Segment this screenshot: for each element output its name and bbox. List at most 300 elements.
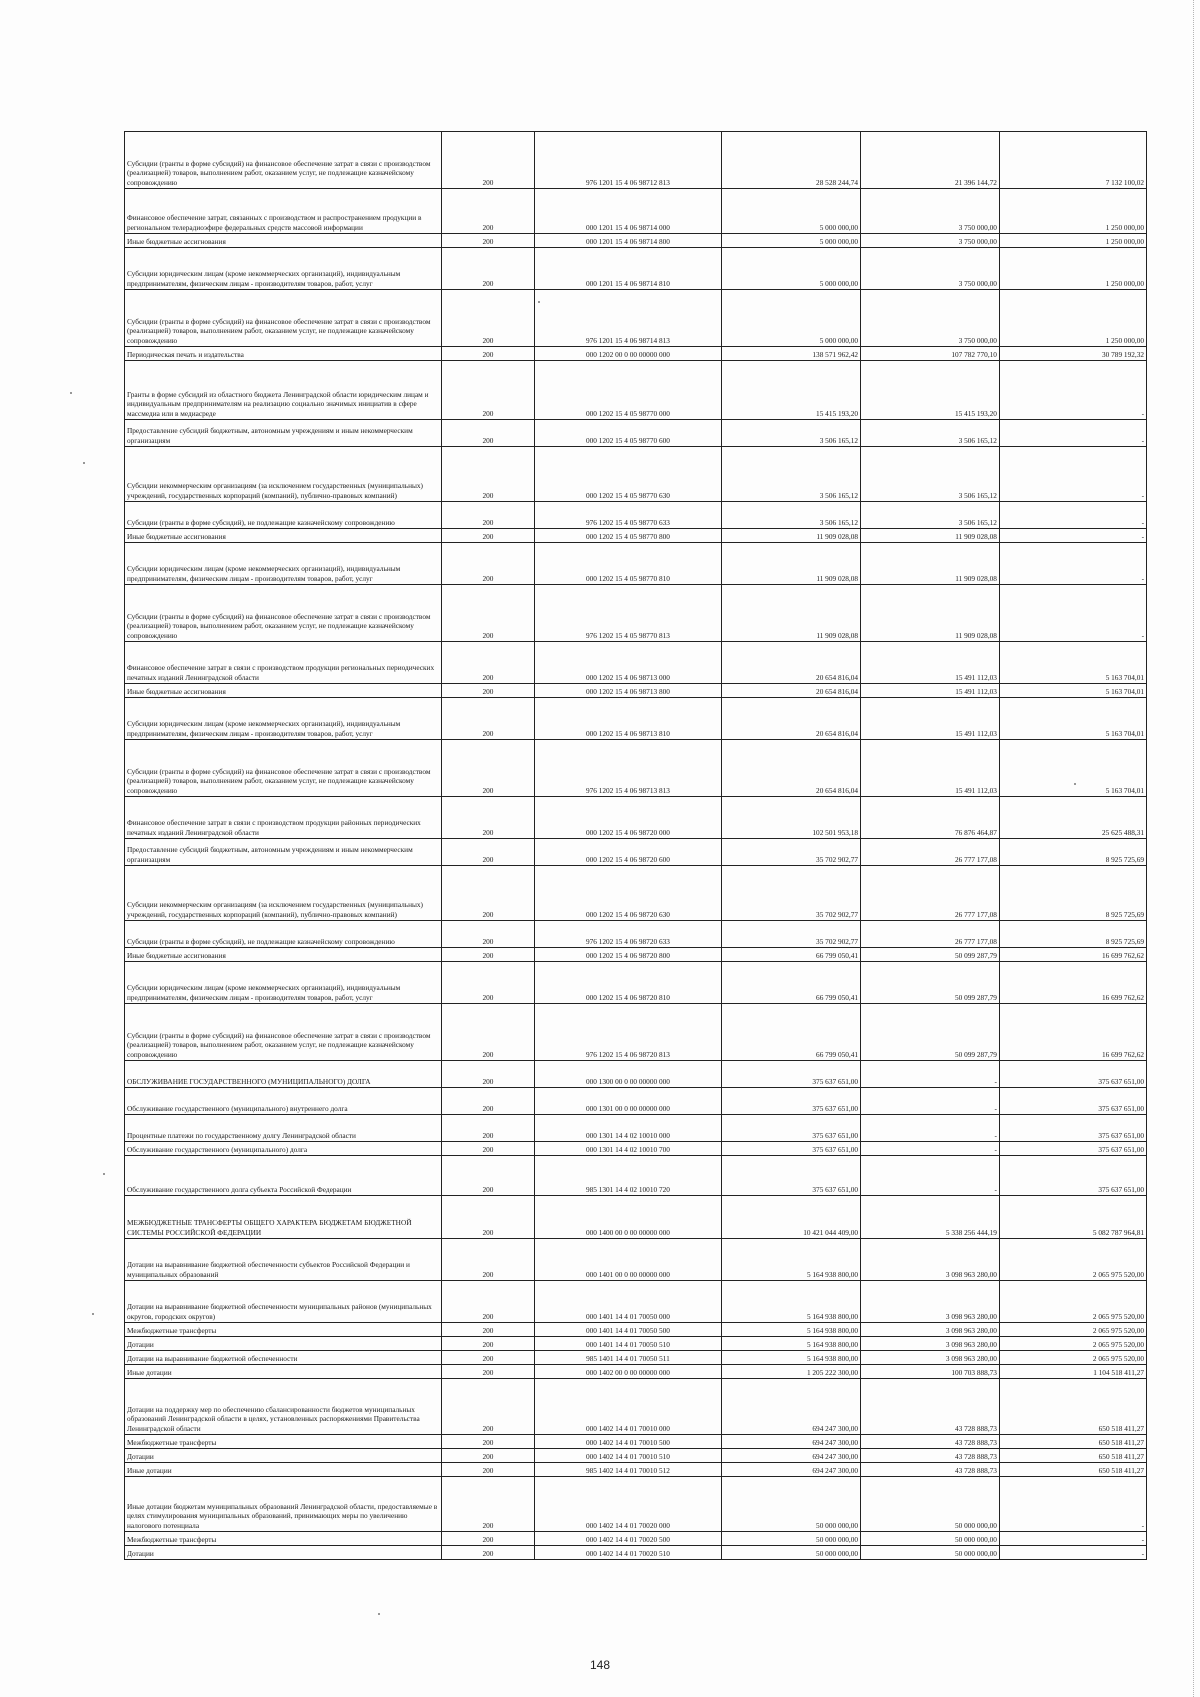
- cell-line: 200: [442, 642, 535, 684]
- cell-executed: 3 750 000,00: [861, 234, 1000, 248]
- cell-name: Субсидии (гранты в форме субсидий), не подлежащие казначейскому сопровождению: [125, 502, 442, 529]
- table-row: [125, 1115, 1147, 1142]
- cell-unexecuted: 5 163 704,01: [999, 642, 1146, 684]
- cell-line: 200: [442, 1239, 535, 1281]
- cell-executed: 50 000 000,00: [861, 1532, 1000, 1546]
- cell-name: Субсидии (гранты в форме субсидий) на финансовое обеспечение затрат в связи с производством (реализацией) товаров, выполнением работ, оказанием услуг, не подлежащие казначейскому сопровождению: [125, 132, 442, 189]
- scan-speck: [378, 1613, 380, 1615]
- cell-unexecuted: 1 104 518 411,27: [999, 1365, 1146, 1379]
- cell-name: Дотации: [125, 1546, 442, 1560]
- cell-approved: 5 000 000,00: [722, 290, 861, 347]
- cell-unexecuted: 8 925 725,69: [999, 866, 1146, 921]
- cell-unexecuted: 650 518 411,27: [999, 1379, 1146, 1435]
- table-row: [125, 1365, 1147, 1379]
- scan-edge-line: [1192, 0, 1194, 1697]
- cell-executed: -: [861, 1115, 1000, 1142]
- cell-executed: 3 506 165,12: [861, 502, 1000, 529]
- cell-executed: 26 777 177,08: [861, 921, 1000, 948]
- cell-code: 000 1202 15 4 06 98713 800: [534, 684, 721, 698]
- cell-executed: 3 098 963 280,00: [861, 1239, 1000, 1281]
- cell-unexecuted: 5 163 704,01: [999, 684, 1146, 698]
- cell-approved: 102 501 953,18: [722, 797, 861, 839]
- cell-executed: 43 728 888,73: [861, 1435, 1000, 1449]
- cell-line: 200: [442, 1115, 535, 1142]
- cell-name: Периодическая печать и издательства: [125, 347, 442, 361]
- cell-executed: 43 728 888,73: [861, 1379, 1000, 1435]
- cell-code: 976 1202 15 4 06 98720 633: [534, 921, 721, 948]
- cell-line: 200: [442, 1337, 535, 1351]
- table-row: [125, 1477, 1147, 1532]
- cell-name: Субсидии юридическим лицам (кроме некоммерческих организаций), индивидуальным предпринимателям, физическим лицам - производителям товаров, работ, услуг: [125, 962, 442, 1004]
- table-row: [125, 543, 1147, 585]
- cell-executed: -: [861, 1061, 1000, 1088]
- cell-code: 000 1301 14 4 02 10010 700: [534, 1142, 721, 1156]
- cell-line: 200: [442, 234, 535, 248]
- cell-approved: 15 415 193,20: [722, 361, 861, 420]
- cell-line: 200: [442, 529, 535, 543]
- cell-code: 976 1202 15 4 06 98720 813: [534, 1004, 721, 1061]
- scan-speck: [103, 1173, 105, 1175]
- cell-unexecuted: 30 789 192,32: [999, 347, 1146, 361]
- cell-line: 200: [442, 1435, 535, 1449]
- cell-code: 000 1402 14 4 01 70020 500: [534, 1532, 721, 1546]
- table-row: [125, 1546, 1147, 1560]
- table-row: [125, 1156, 1147, 1196]
- cell-unexecuted: 7 132 100,02: [999, 132, 1146, 189]
- cell-line: 200: [442, 1449, 535, 1463]
- table-row: [125, 866, 1147, 921]
- cell-name: Финансовое обеспечение затрат в связи с производством продукции региональных периодических печатных изданий Ленинградской области: [125, 642, 442, 684]
- cell-approved: 50 000 000,00: [722, 1532, 861, 1546]
- cell-unexecuted: 650 518 411,27: [999, 1435, 1146, 1449]
- cell-approved: 20 654 816,04: [722, 642, 861, 684]
- cell-executed: 50 000 000,00: [861, 1546, 1000, 1560]
- table-row: [125, 132, 1147, 189]
- cell-line: 200: [442, 132, 535, 189]
- cell-executed: 100 703 888,73: [861, 1365, 1000, 1379]
- table-body: [125, 132, 1147, 1560]
- cell-unexecuted: 2 065 975 520,00: [999, 1337, 1146, 1351]
- cell-line: 200: [442, 361, 535, 420]
- cell-name: Субсидии (гранты в форме субсидий) на финансовое обеспечение затрат в связи с производством (реализацией) товаров, выполнением работ, оказанием услуг, не подлежащие казначейскому сопровождению: [125, 740, 442, 797]
- cell-approved: 375 637 651,00: [722, 1088, 861, 1115]
- cell-approved: 66 799 050,41: [722, 948, 861, 962]
- table-row: [125, 1281, 1147, 1323]
- cell-executed: 26 777 177,08: [861, 839, 1000, 866]
- cell-line: 200: [442, 248, 535, 290]
- cell-executed: 26 777 177,08: [861, 866, 1000, 921]
- cell-line: 200: [442, 1088, 535, 1115]
- table-row: [125, 189, 1147, 234]
- cell-name: Иные дотации бюджетам муниципальных образований Ленинградской области, предоставляемые в целях стимулирования муниципальных образований, принимающих меры по увеличению налогового потенциала: [125, 1477, 442, 1532]
- cell-approved: 375 637 651,00: [722, 1061, 861, 1088]
- cell-unexecuted: 5 163 704,01: [999, 740, 1146, 797]
- cell-code: 000 1401 14 4 01 70050 510: [534, 1337, 721, 1351]
- cell-executed: 43 728 888,73: [861, 1449, 1000, 1463]
- cell-approved: 35 702 902,77: [722, 839, 861, 866]
- cell-approved: 3 506 165,12: [722, 447, 861, 502]
- cell-name: Иные бюджетные ассигнования: [125, 234, 442, 248]
- cell-name: Субсидии некоммерческим организациям (за исключением государственных (муниципальных) учреждений, государственных корпораций (компаний), публично-правовых компаний): [125, 447, 442, 502]
- cell-line: 200: [442, 1142, 535, 1156]
- cell-executed: 3 750 000,00: [861, 189, 1000, 234]
- cell-name: Субсидии юридическим лицам (кроме некоммерческих организаций), индивидуальным предпринимателям, физическим лицам - производителям товаров, работ, услуг: [125, 248, 442, 290]
- cell-unexecuted: 2 065 975 520,00: [999, 1281, 1146, 1323]
- cell-name: Финансовое обеспечение затрат, связанных с производством и распространением продукции в региональном телерадиоэфире федеральных средств массовой информации: [125, 189, 442, 234]
- cell-unexecuted: -: [999, 585, 1146, 642]
- cell-executed: 3 098 963 280,00: [861, 1323, 1000, 1337]
- cell-line: 200: [442, 866, 535, 921]
- cell-line: 200: [442, 1546, 535, 1560]
- cell-code: 000 1202 15 4 06 98713 000: [534, 642, 721, 684]
- cell-unexecuted: 2 065 975 520,00: [999, 1351, 1146, 1365]
- cell-name: Субсидии некоммерческим организациям (за исключением государственных (муниципальных) учреждений, государственных корпораций (компаний), публично-правовых компаний): [125, 866, 442, 921]
- cell-approved: 5 164 938 800,00: [722, 1281, 861, 1323]
- table-row: [125, 447, 1147, 502]
- cell-code: 000 1301 14 4 02 10010 000: [534, 1115, 721, 1142]
- cell-unexecuted: 375 637 651,00: [999, 1142, 1146, 1156]
- cell-line: 200: [442, 839, 535, 866]
- cell-unexecuted: 375 637 651,00: [999, 1088, 1146, 1115]
- table-row: [125, 248, 1147, 290]
- cell-name: Дотации: [125, 1337, 442, 1351]
- budget-execution-table: [124, 131, 1147, 1560]
- cell-unexecuted: 375 637 651,00: [999, 1115, 1146, 1142]
- cell-executed: 3 750 000,00: [861, 248, 1000, 290]
- cell-unexecuted: -: [999, 447, 1146, 502]
- cell-code: 000 1402 14 4 01 70020 510: [534, 1546, 721, 1560]
- cell-executed: 11 909 028,08: [861, 529, 1000, 543]
- cell-approved: 694 247 300,00: [722, 1449, 861, 1463]
- cell-line: 200: [442, 1196, 535, 1239]
- cell-approved: 5 164 938 800,00: [722, 1337, 861, 1351]
- cell-line: 200: [442, 698, 535, 740]
- cell-approved: 5 000 000,00: [722, 189, 861, 234]
- cell-name: ОБСЛУЖИВАНИЕ ГОСУДАРСТВЕННОГО (МУНИЦИПАЛЬНОГО) ДОЛГА: [125, 1061, 442, 1088]
- cell-unexecuted: -: [999, 529, 1146, 543]
- cell-line: 200: [442, 1532, 535, 1546]
- cell-name: Субсидии (гранты в форме субсидий) на финансовое обеспечение затрат в связи с производством (реализацией) товаров, выполнением работ, оказанием услуг, не подлежащие казначейскому сопровождению: [125, 290, 442, 347]
- cell-unexecuted: 5 082 787 964,81: [999, 1196, 1146, 1239]
- cell-line: 200: [442, 1365, 535, 1379]
- cell-code: 000 1402 14 4 01 70020 000: [534, 1477, 721, 1532]
- cell-unexecuted: 8 925 725,69: [999, 839, 1146, 866]
- cell-line: 200: [442, 921, 535, 948]
- cell-line: 200: [442, 347, 535, 361]
- cell-approved: 11 909 028,08: [722, 585, 861, 642]
- cell-unexecuted: -: [999, 502, 1146, 529]
- cell-executed: 15 415 193,20: [861, 361, 1000, 420]
- cell-code: 000 1202 15 4 06 98720 000: [534, 797, 721, 839]
- page-number: 148: [589, 1658, 611, 1672]
- table-row: [125, 962, 1147, 1004]
- cell-code: 976 1201 15 4 06 98712 813: [534, 132, 721, 189]
- cell-name: Дотации на поддержку мер по обеспечению сбалансированности бюджетов муниципальных образований Ленинградской области в целях, установленных распоряжениями Правительства Ленинградской области: [125, 1379, 442, 1435]
- cell-name: Субсидии (гранты в форме субсидий) на финансовое обеспечение затрат в связи с производством (реализацией) товаров, выполнением работ, оказанием услуг, не подлежащие казначейскому сопровождению: [125, 585, 442, 642]
- cell-approved: 66 799 050,41: [722, 962, 861, 1004]
- cell-executed: 3 098 963 280,00: [861, 1351, 1000, 1365]
- cell-name: Межбюджетные трансферты: [125, 1435, 442, 1449]
- cell-name: Иные бюджетные ассигнования: [125, 948, 442, 962]
- cell-code: 000 1402 14 4 01 70010 500: [534, 1435, 721, 1449]
- table-row: [125, 1351, 1147, 1365]
- cell-name: Гранты в форме субсидий из областного бюджета Ленинградской области юридическим лицам и индивидуальным предпринимателям на реализацию социально значимых инициатив в сфере массмедиа или в медиасреде: [125, 361, 442, 420]
- table-row: [125, 1323, 1147, 1337]
- cell-unexecuted: -: [999, 543, 1146, 585]
- cell-approved: 5 000 000,00: [722, 248, 861, 290]
- table-row: [125, 347, 1147, 361]
- cell-name: Обслуживание государственного долга субъекта Российской Федерации: [125, 1156, 442, 1196]
- cell-name: Финансовое обеспечение затрат в связи с производством продукции районных периодических печатных изданий Ленинградской области: [125, 797, 442, 839]
- cell-executed: 15 491 112,03: [861, 642, 1000, 684]
- cell-executed: 15 491 112,03: [861, 684, 1000, 698]
- cell-executed: 11 909 028,08: [861, 543, 1000, 585]
- cell-name: Субсидии юридическим лицам (кроме некоммерческих организаций), индивидуальным предпринимателям, физическим лицам - производителям товаров, работ, услуг: [125, 698, 442, 740]
- cell-unexecuted: 16 699 762,62: [999, 1004, 1146, 1061]
- cell-line: 200: [442, 290, 535, 347]
- cell-executed: 3 506 165,12: [861, 420, 1000, 447]
- cell-code: 985 1401 14 4 01 70050 511: [534, 1351, 721, 1365]
- cell-code: 985 1402 14 4 01 70010 512: [534, 1463, 721, 1477]
- cell-approved: 11 909 028,08: [722, 529, 861, 543]
- cell-name: Дотации на выравнивание бюджетной обеспеченности муниципальных районов (муниципальных округов, городских округов): [125, 1281, 442, 1323]
- cell-unexecuted: 375 637 651,00: [999, 1156, 1146, 1196]
- cell-unexecuted: 16 699 762,62: [999, 962, 1146, 1004]
- cell-line: 200: [442, 1323, 535, 1337]
- cell-executed: 5 338 256 444,19: [861, 1196, 1000, 1239]
- cell-unexecuted: 1 250 000,00: [999, 248, 1146, 290]
- cell-code: 976 1202 15 4 06 98713 813: [534, 740, 721, 797]
- cell-unexecuted: -: [999, 1477, 1146, 1532]
- cell-line: 200: [442, 1061, 535, 1088]
- cell-unexecuted: 650 518 411,27: [999, 1449, 1146, 1463]
- cell-code: 000 1201 15 4 06 98714 810: [534, 248, 721, 290]
- scan-speck: [70, 392, 72, 394]
- cell-code: 000 1202 15 4 05 98770 810: [534, 543, 721, 585]
- cell-code: 000 1202 15 4 06 98720 810: [534, 962, 721, 1004]
- table-row: [125, 529, 1147, 543]
- cell-approved: 66 799 050,41: [722, 1004, 861, 1061]
- cell-code: 000 1202 15 4 06 98720 600: [534, 839, 721, 866]
- cell-approved: 5 164 938 800,00: [722, 1323, 861, 1337]
- cell-approved: 5 000 000,00: [722, 234, 861, 248]
- cell-unexecuted: 2 065 975 520,00: [999, 1323, 1146, 1337]
- cell-line: 200: [442, 1463, 535, 1477]
- cell-unexecuted: -: [999, 1546, 1146, 1560]
- cell-unexecuted: 1 250 000,00: [999, 189, 1146, 234]
- cell-unexecuted: 16 699 762,62: [999, 948, 1146, 962]
- cell-unexecuted: -: [999, 361, 1146, 420]
- cell-code: 976 1201 15 4 06 98714 813: [534, 290, 721, 347]
- cell-code: 000 1402 14 4 01 70010 510: [534, 1449, 721, 1463]
- cell-name: Иные дотации: [125, 1365, 442, 1379]
- cell-name: Обслуживание государственного (муниципального) долга: [125, 1142, 442, 1156]
- table-row: [125, 948, 1147, 962]
- cell-approved: 694 247 300,00: [722, 1435, 861, 1449]
- cell-line: 200: [442, 962, 535, 1004]
- table-row: [125, 290, 1147, 347]
- cell-line: 200: [442, 447, 535, 502]
- cell-line: 200: [442, 1477, 535, 1532]
- cell-executed: -: [861, 1156, 1000, 1196]
- cell-approved: 3 506 165,12: [722, 420, 861, 447]
- cell-executed: 3 098 963 280,00: [861, 1337, 1000, 1351]
- cell-executed: -: [861, 1142, 1000, 1156]
- cell-unexecuted: -: [999, 420, 1146, 447]
- cell-line: 200: [442, 420, 535, 447]
- cell-code: 000 1202 15 4 06 98720 800: [534, 948, 721, 962]
- cell-approved: 11 909 028,08: [722, 543, 861, 585]
- cell-name: Субсидии (гранты в форме субсидий) на финансовое обеспечение затрат в связи с производством (реализацией) товаров, выполнением работ, оказанием услуг, не подлежащие казначейскому сопровождению: [125, 1004, 442, 1061]
- table-row: [125, 797, 1147, 839]
- cell-code: 000 1301 00 0 00 00000 000: [534, 1088, 721, 1115]
- cell-code: 000 1202 15 4 05 98770 000: [534, 361, 721, 420]
- cell-executed: 50 099 287,79: [861, 1004, 1000, 1061]
- table-row: [125, 1532, 1147, 1546]
- cell-approved: 5 164 938 800,00: [722, 1351, 861, 1365]
- table-row: [125, 1142, 1147, 1156]
- cell-code: 976 1202 15 4 05 98770 633: [534, 502, 721, 529]
- cell-approved: 694 247 300,00: [722, 1463, 861, 1477]
- cell-approved: 20 654 816,04: [722, 740, 861, 797]
- cell-executed: -: [861, 1088, 1000, 1115]
- cell-unexecuted: -: [999, 1532, 1146, 1546]
- cell-unexecuted: 375 637 651,00: [999, 1061, 1146, 1088]
- table-row: [125, 740, 1147, 797]
- cell-name: Обслуживание государственного (муниципального) внутреннего долга: [125, 1088, 442, 1115]
- cell-approved: 1 205 222 300,00: [722, 1365, 861, 1379]
- cell-code: 000 1401 14 4 01 70050 500: [534, 1323, 721, 1337]
- table-row: [125, 502, 1147, 529]
- table-row: [125, 585, 1147, 642]
- cell-executed: 76 876 464,87: [861, 797, 1000, 839]
- cell-line: 200: [442, 740, 535, 797]
- cell-name: Предоставление субсидий бюджетным, автономным учреждениям и иным некоммерческим организациям: [125, 839, 442, 866]
- cell-name: Дотации: [125, 1449, 442, 1463]
- cell-name: Процентные платежи по государственному долгу Ленинградской области: [125, 1115, 442, 1142]
- table-row: [125, 1088, 1147, 1115]
- cell-name: Иные дотации: [125, 1463, 442, 1477]
- cell-approved: 50 000 000,00: [722, 1546, 861, 1560]
- table-row: [125, 1435, 1147, 1449]
- cell-approved: 35 702 902,77: [722, 866, 861, 921]
- table-row: [125, 234, 1147, 248]
- cell-code: 000 1202 15 4 05 98770 800: [534, 529, 721, 543]
- cell-approved: 5 164 938 800,00: [722, 1239, 861, 1281]
- table-row: [125, 1449, 1147, 1463]
- cell-approved: 50 000 000,00: [722, 1477, 861, 1532]
- table-row: [125, 642, 1147, 684]
- cell-name: Субсидии юридическим лицам (кроме некоммерческих организаций), индивидуальным предпринимателям, физическим лицам - производителям товаров, работ, услуг: [125, 543, 442, 585]
- cell-approved: 20 654 816,04: [722, 698, 861, 740]
- cell-executed: 3 750 000,00: [861, 290, 1000, 347]
- cell-name: Субсидии (гранты в форме субсидий), не подлежащие казначейскому сопровождению: [125, 921, 442, 948]
- cell-executed: 50 000 000,00: [861, 1477, 1000, 1532]
- cell-code: 000 1401 14 4 01 70050 000: [534, 1281, 721, 1323]
- cell-line: 200: [442, 1156, 535, 1196]
- cell-name: Предоставление субсидий бюджетным, автономным учреждениям и иным некоммерческим организациям: [125, 420, 442, 447]
- cell-approved: 694 247 300,00: [722, 1379, 861, 1435]
- cell-executed: 50 099 287,79: [861, 948, 1000, 962]
- cell-unexecuted: 1 250 000,00: [999, 234, 1146, 248]
- cell-approved: 3 506 165,12: [722, 502, 861, 529]
- cell-code: 000 1202 15 4 06 98720 630: [534, 866, 721, 921]
- table-row: [125, 698, 1147, 740]
- cell-executed: 107 782 770,10: [861, 347, 1000, 361]
- cell-unexecuted: 5 163 704,01: [999, 698, 1146, 740]
- cell-line: 200: [442, 948, 535, 962]
- cell-unexecuted: 25 625 488,31: [999, 797, 1146, 839]
- cell-executed: 50 099 287,79: [861, 962, 1000, 1004]
- cell-approved: 20 654 816,04: [722, 684, 861, 698]
- cell-executed: 11 909 028,08: [861, 585, 1000, 642]
- cell-approved: 375 637 651,00: [722, 1142, 861, 1156]
- cell-approved: 10 421 044 409,00: [722, 1196, 861, 1239]
- table-row: [125, 1004, 1147, 1061]
- table-row: [125, 684, 1147, 698]
- table-row: [125, 1337, 1147, 1351]
- table-row: [125, 420, 1147, 447]
- cell-code: 000 1202 00 0 00 00000 000: [534, 347, 721, 361]
- cell-name: Иные бюджетные ассигнования: [125, 529, 442, 543]
- table-row: [125, 1196, 1147, 1239]
- table-row: [125, 839, 1147, 866]
- cell-unexecuted: 2 065 975 520,00: [999, 1239, 1146, 1281]
- cell-code: 000 1201 15 4 06 98714 800: [534, 234, 721, 248]
- cell-name: Иные бюджетные ассигнования: [125, 684, 442, 698]
- cell-approved: 375 637 651,00: [722, 1115, 861, 1142]
- table-row: [125, 1379, 1147, 1435]
- cell-line: 200: [442, 1379, 535, 1435]
- cell-executed: 3 506 165,12: [861, 447, 1000, 502]
- cell-code: 000 1202 15 4 05 98770 600: [534, 420, 721, 447]
- cell-line: 200: [442, 585, 535, 642]
- cell-line: 200: [442, 543, 535, 585]
- cell-approved: 138 571 962,42: [722, 347, 861, 361]
- cell-line: 200: [442, 797, 535, 839]
- cell-name: Межбюджетные трансферты: [125, 1323, 442, 1337]
- cell-executed: 15 491 112,03: [861, 698, 1000, 740]
- cell-code: 000 1400 00 0 00 00000 000: [534, 1196, 721, 1239]
- cell-unexecuted: 8 925 725,69: [999, 921, 1146, 948]
- cell-line: 200: [442, 1004, 535, 1061]
- cell-code: 000 1202 15 4 06 98713 810: [534, 698, 721, 740]
- cell-line: 200: [442, 189, 535, 234]
- cell-code: 000 1402 00 0 00 00000 000: [534, 1365, 721, 1379]
- cell-code: 985 1301 14 4 02 10010 720: [534, 1156, 721, 1196]
- cell-line: 200: [442, 502, 535, 529]
- cell-approved: 375 637 651,00: [722, 1156, 861, 1196]
- cell-line: 200: [442, 1281, 535, 1323]
- cell-executed: 43 728 888,73: [861, 1463, 1000, 1477]
- cell-approved: 35 702 902,77: [722, 921, 861, 948]
- cell-unexecuted: 1 250 000,00: [999, 290, 1146, 347]
- cell-code: 976 1202 15 4 05 98770 813: [534, 585, 721, 642]
- cell-approved: 28 528 244,74: [722, 132, 861, 189]
- scan-speck: [92, 1313, 94, 1315]
- cell-unexecuted: 650 518 411,27: [999, 1463, 1146, 1477]
- scan-speck: [83, 462, 85, 464]
- cell-code: 000 1300 00 0 00 00000 000: [534, 1061, 721, 1088]
- cell-name: Межбюджетные трансферты: [125, 1532, 442, 1546]
- cell-code: 000 1201 15 4 06 98714 000: [534, 189, 721, 234]
- cell-code: 000 1202 15 4 05 98770 630: [534, 447, 721, 502]
- table-row: [125, 1061, 1147, 1088]
- table-row: [125, 921, 1147, 948]
- cell-executed: 15 491 112,03: [861, 740, 1000, 797]
- cell-code: 000 1401 00 0 00 00000 000: [534, 1239, 721, 1281]
- table-row: [125, 1463, 1147, 1477]
